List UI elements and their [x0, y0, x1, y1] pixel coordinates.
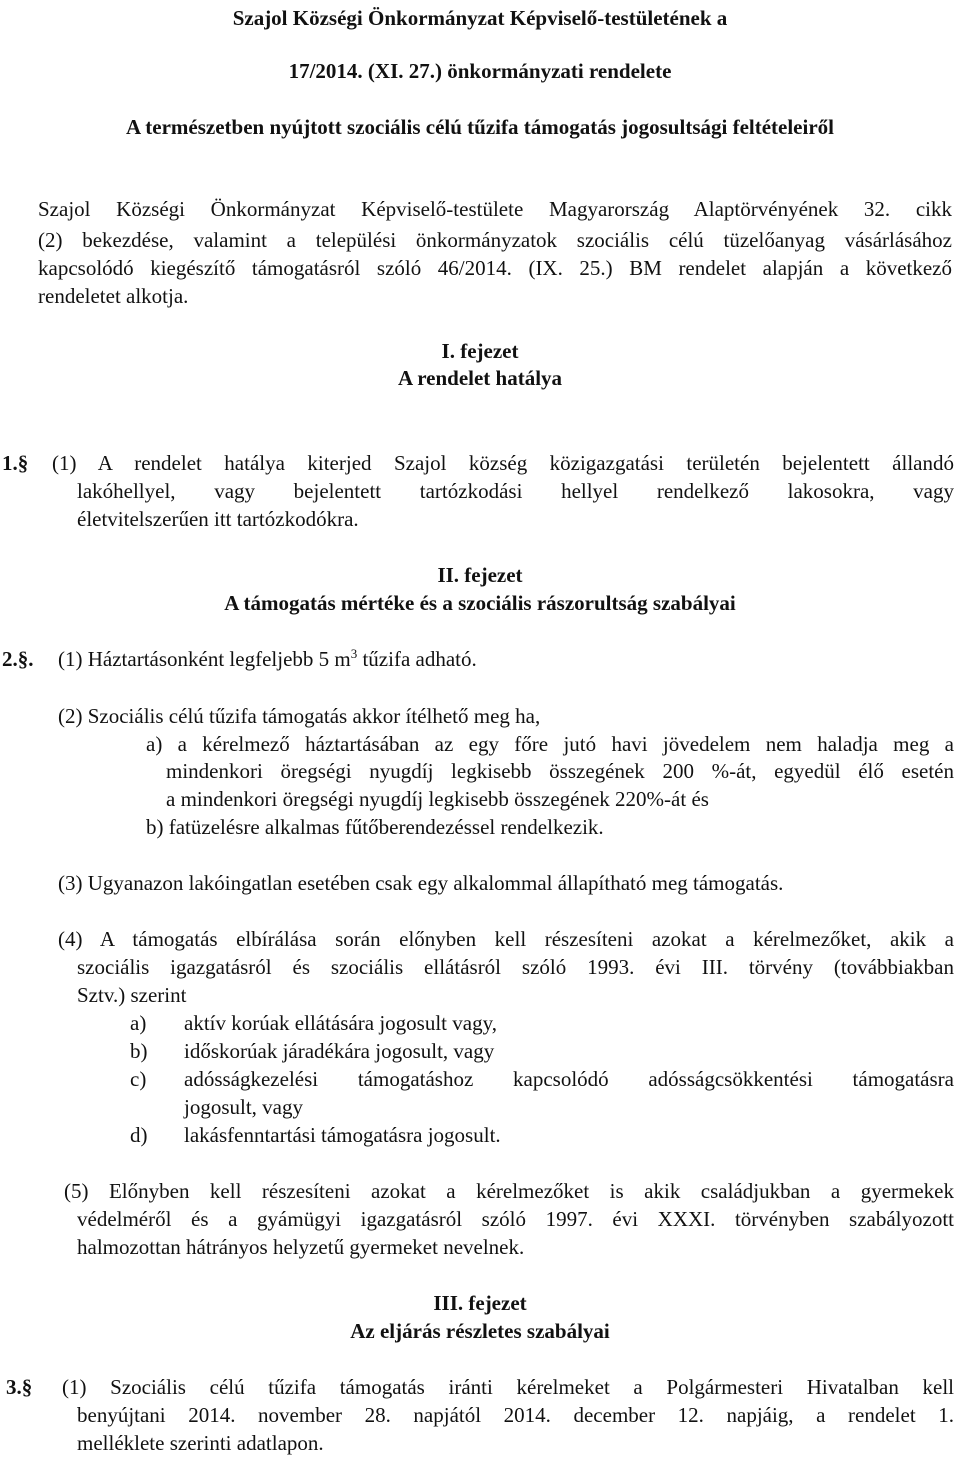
- section-2-p2-a-line-3: a mindenkori öregségi nyugdíj legkisebb összegének 220%-át és: [166, 787, 709, 811]
- section-2-p1-text: (1) Háztartásonként legfeljebb 5 m: [58, 647, 351, 671]
- section-2-p2-a-line-2: mindenkori öregségi nyugdíj legkisebb összegének 200 %-át, egyedül élő esetén: [166, 759, 954, 783]
- list-item-text: jogosult, vagy: [184, 1095, 303, 1119]
- section-2-p2-a-line-1: a) a kérelmező háztartásában az egy főre jutó havi jövedelem nem haladja meg a: [146, 732, 954, 756]
- section-3-line-2: benyújtani 2014. november 28. napjától 2014. december 12. napjáig, a rendelet 1.: [77, 1403, 954, 1427]
- chapter-2-number: II. fejezet: [437, 563, 523, 587]
- section-2-p4-line-3: Sztv.) szerint: [77, 983, 187, 1007]
- section-3-line-3: melléklete szerinti adatlapon.: [77, 1431, 324, 1455]
- section-1-line-3: életvitelszerűen itt tartózkodókra.: [77, 507, 359, 531]
- section-1-mark: 1.§: [2, 451, 29, 475]
- section-2-p5-line-3: halmozottan hátrányos helyzetű gyermeket nevelnek.: [77, 1235, 525, 1259]
- list-item-label: b): [130, 1039, 148, 1063]
- header-line-1: Szajol Községi Önkormányzat Képviselő-testületének a: [232, 6, 728, 30]
- section-2-p2-b: b) fatüzelésre alkalmas fűtőberendezéssel rendelkezik.: [146, 815, 604, 839]
- section-2-mark: 2.§.: [2, 647, 34, 671]
- section-2-paragraph-1: [58, 645, 477, 673]
- preamble-line-2: (2) bekezdése, valamint a települési önkormányzatok szociális célú tüzelőanyag vásárlásához: [38, 228, 952, 252]
- preamble-line-4: rendeletet alkotja.: [38, 284, 189, 308]
- chapter-3-number: III. fejezet: [433, 1291, 527, 1315]
- chapter-3-title: Az eljárás részletes szabályai: [350, 1319, 610, 1343]
- section-2-p4-line-2: szociális igazgatásról és szociális ellátásról szóló 1993. évi III. törvény (továbbiakban: [77, 955, 954, 979]
- header-line-2: 17/2014. (XI. 27.) önkormányzati rendelete: [288, 59, 672, 83]
- section-3-mark: 3.§: [6, 1375, 33, 1399]
- section-2-paragraph-2-intro: (2) Szociális célú tűzifa támogatás akkor ítélhető meg ha,: [58, 704, 541, 728]
- list-item-label: c): [130, 1067, 147, 1091]
- section-2-p5-line-2: védelméről és a gyámügyi igazgatásról szóló 1997. évi XXXI. törvényben szabályozott: [77, 1207, 954, 1231]
- cubic-superscript: 3: [350, 646, 358, 661]
- list-item-label: a): [130, 1011, 147, 1035]
- section-2-paragraph-3: (3) Ugyanazon lakóingatlan esetében csak egy alkalommal állapítható meg támogatás.: [58, 871, 784, 895]
- list-item-text: aktív korúak ellátására jogosult vagy,: [184, 1011, 497, 1035]
- list-item-text: lakásfenntartási támogatásra jogosult.: [184, 1123, 501, 1147]
- chapter-1-title: A rendelet hatálya: [397, 366, 563, 390]
- list-item-text: időskorúak járadékára jogosult, vagy: [184, 1039, 495, 1063]
- section-1-line-1: (1) A rendelet hatálya kiterjed Szajol község közigazgatási területén bejelentett állandó: [52, 451, 954, 475]
- chapter-2-title: A támogatás mértéke és a szociális rászorultság szabályai: [224, 591, 736, 615]
- section-2-p5-line-1: (5) Előnyben kell részesíteni azokat a kérelmezőket is akik családjukban a gyermekek: [64, 1179, 954, 1203]
- section-2-p4-line-1: (4) A támogatás elbírálása során előnyben kell részesíteni azokat a kérelmezőket, akik a: [58, 927, 954, 951]
- section-1-line-2: lakóhellyel, vagy bejelentett tartózkodási hellyel rendelkező lakosokra, vagy: [77, 479, 954, 503]
- list-item-text: adósságkezelési támogatáshoz kapcsolódó adósságcsökkentési támogatásra: [184, 1067, 954, 1091]
- preamble-line-1: Szajol Községi Önkormányzat Képviselő-testülete Magyarország Alaptörvényének 32. cikk: [38, 197, 952, 221]
- list-item-label: d): [130, 1123, 148, 1147]
- header-line-3: A természetben nyújtott szociális célú tűzifa támogatás jogosultsági feltételeiről: [126, 115, 834, 139]
- section-2-p1-end: tűzifa adható.: [357, 647, 477, 671]
- chapter-1-number: I. fejezet: [441, 339, 519, 363]
- section-3-line-1: (1) Szociális célú tűzifa támogatás iránti kérelmeket a Polgármesteri Hivatalban kell: [62, 1375, 954, 1399]
- preamble-line-3: kapcsolódó kiegészítő támogatásról szóló 46/2014. (IX. 25.) BM rendelet alapján a következő: [38, 256, 952, 280]
